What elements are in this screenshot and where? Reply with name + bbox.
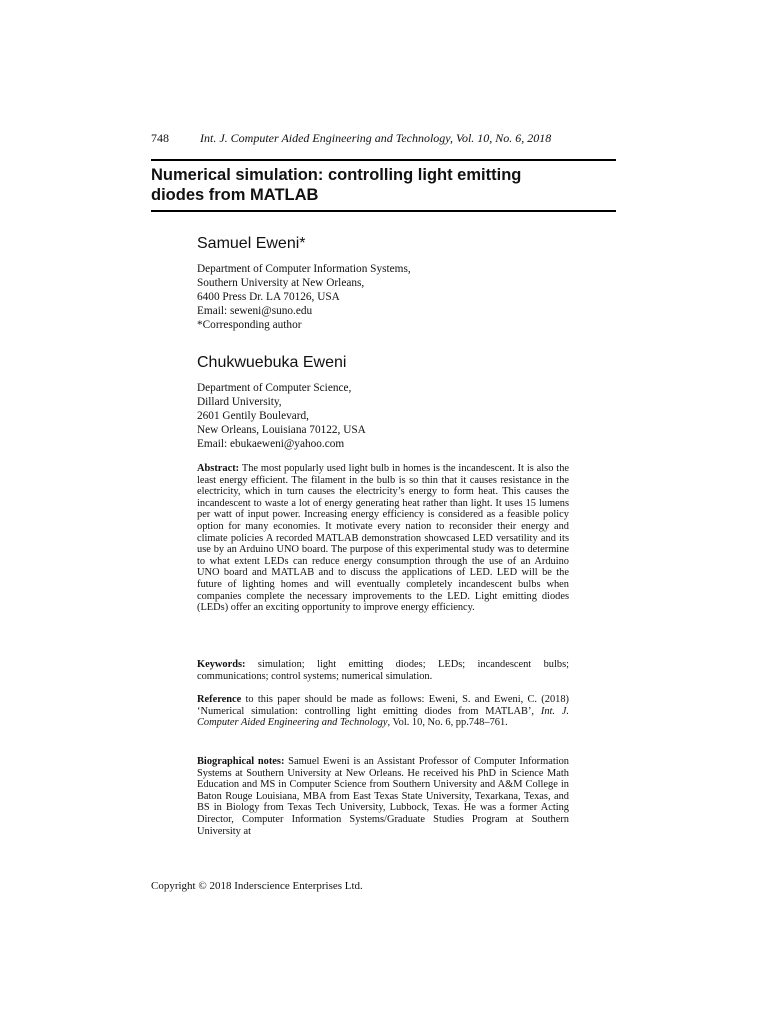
paper-title	[151, 165, 616, 205]
abstract-paragraph	[197, 463, 569, 614]
author-email: Email: seweni@suno.edu	[197, 305, 313, 317]
author-email: Email: ebukaeweni@yahoo.com	[197, 438, 345, 450]
keywords-text: simulation; light emitting diodes; LEDs; incandescent bulbs; communications; control systems; numerical simulation.	[197, 659, 569, 682]
title-bottom-rule	[151, 210, 616, 212]
affiliation-line: Dillard University,	[197, 396, 282, 408]
author-affiliation-2	[197, 381, 366, 451]
reference-label: Reference	[197, 694, 242, 705]
affiliation-line: 6400 Press Dr. LA 70126, USA	[197, 291, 340, 303]
corresponding-author-note: *Corresponding author	[197, 319, 302, 331]
affiliation-line: New Orleans, Louisiana 70122, USA	[197, 424, 366, 436]
affiliation-line: Department of Computer Science,	[197, 382, 352, 394]
paper-title-line-2: diodes from MATLAB	[151, 186, 319, 204]
affiliation-line: 2601 Gentily Boulevard,	[197, 410, 310, 422]
reference-journal: Int. J. Computer Aided Engineering and Technology	[197, 705, 570, 729]
affiliation-line: Southern University at New Orleans,	[197, 277, 365, 289]
paper-title-line-1: Numerical simulation: controlling light emitting	[151, 166, 522, 184]
page-number: 748	[151, 131, 169, 145]
biographical-notes-paragraph	[197, 756, 569, 837]
title-top-rule	[151, 159, 616, 161]
author-affiliation-1	[197, 262, 411, 332]
abstract-label: Abstract:	[197, 463, 240, 474]
reference-text: to this paper should be made as follows: Eweni, S. and Eweni, C. (2018) ‘Numerical simulation: controlling light emitting diodes from MATLAB’,	[197, 694, 569, 717]
copyright-footer: Copyright © 2018 Inderscience Enterprises Ltd.	[151, 880, 363, 892]
affiliation-line: Department of Computer Information Systems,	[197, 263, 411, 275]
bio-label: Biographical notes:	[197, 756, 285, 767]
reference-volume: , Vol. 10, No. 6, pp.748–761.	[387, 717, 508, 729]
journal-citation-header: Int. J. Computer Aided Engineering and Technology, Vol. 10, No. 6, 2018	[200, 131, 552, 145]
bio-text: Samuel Eweni is an Assistant Professor of Computer Information Systems at Southern University at New Orleans. He received his PhD in Science Math Education and MS in Computer Science from Southern University and A&M College in Baton Rouge Louisiana, MBA from East Texas State University, Texarkana, Texas, and BS in Biology from Texas Tech University, Lubbock, Texas. He was a former Acting Director, Computer Information Systems/Graduate Studies Program at Southern University at	[197, 756, 569, 837]
author-name-2: Chukwuebuka Eweni	[197, 354, 347, 371]
author-name-1: Samuel Eweni*	[197, 235, 306, 252]
keywords-paragraph	[197, 659, 569, 682]
abstract-text: The most popularly used light bulb in homes is the incandescent. It is also the least energy efficient. The filament in the bulb is so thin that it causes resistance in the electricity, which in turn causes the electricity’s energy to form heat. This causes the incandescent to waste a lot of energy generating heat rather than light. It uses 15 lumens per watt of input power. Increasing energy efficiency is considered as a feasible policy option for many economies. It motivate every nation to reconsider their energy and climate policies A recorded MATLAB demonstration showcased LED versatility and its use by an Arduino UNO board. The purpose of this experimental study was to determine to what extent LEDs can reduce energy consumption through the use of an Arduino UNO board and MATLAB and to discuss the applications of LED. LED will be the future of lighting homes and will eventually completely incandescent bulbs when companies complete the necessary improvements to the LED. Light emitting diodes (LEDs) offer an exciting opportunity to improve energy efficiency.	[197, 463, 569, 614]
reference-paragraph	[197, 694, 569, 729]
keywords-label: Keywords:	[197, 659, 246, 670]
